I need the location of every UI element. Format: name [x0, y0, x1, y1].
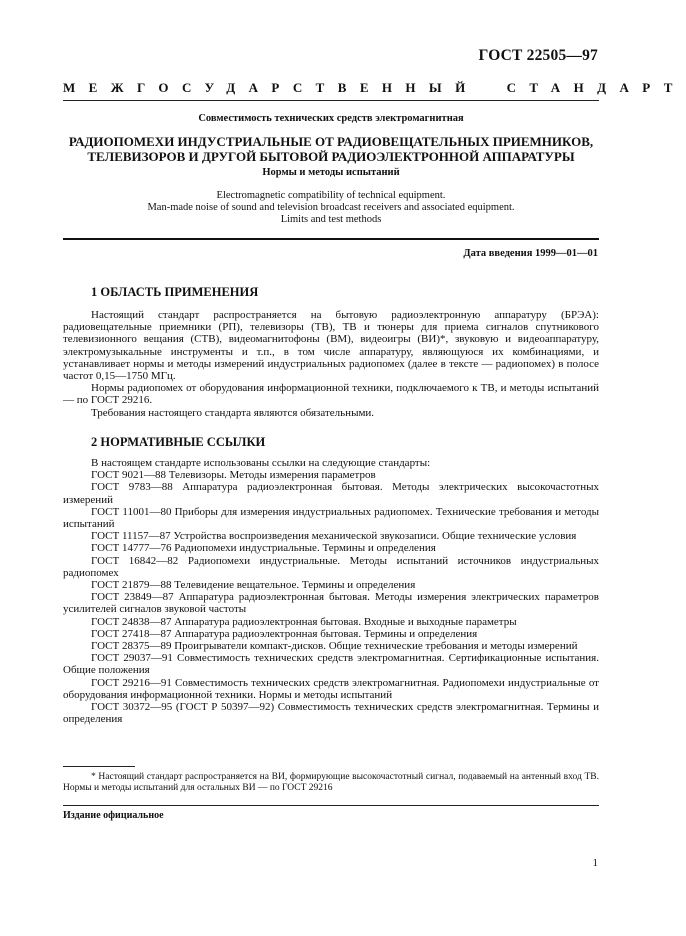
reference-item: ГОСТ 9021—88 Телевизоры. Методы измерения параметров	[91, 469, 376, 482]
standard-type-heading	[63, 80, 686, 96]
english-title-line-1: Electromagnetic compatibility of technical equipment.	[216, 190, 446, 201]
paragraph: Настоящий стандарт распространяется на бытовую радиоэлектронную аппаратуру (БРЭА): радиовещательные приемники (РП), телевизоры (ТВ), ТВ и тюнеры для приема сигналов спутникового телевизионного вещания (СТВ), видеомагнитофоны (ВМ), видеоигры (ВИ)*, звуковую и видеоаппаратуру, электромузыкальные инструменты и т.п., в том числе аппаратуру, являющуюся их комбинациями, и устанавливает нормы и методы измерений индустриальных радиопомех (далее в тексте — радиопомех) в полосе частот 0,15—1750 МГц.	[63, 309, 599, 383]
english-title	[63, 190, 599, 226]
reference-item: ГОСТ 28375—89 Проигрыватели компакт-дисков. Общие технические требования и методы измерений	[91, 640, 578, 653]
reference-item: ГОСТ 29037—91 Совместимость технических средств электромагнитная. Сертификационные испытания. Общие положения	[63, 652, 599, 677]
introduction-date: Дата введения 1999—01—01	[463, 248, 598, 259]
reference-item: ГОСТ 9783—88 Аппаратура радиоэлектронная бытовая. Методы электрических высокочастотных измерений	[63, 481, 599, 506]
english-title-line-2: Man-made noise of sound and television broadcast receivers and associated equipment.	[147, 202, 515, 213]
top-divider	[63, 100, 599, 101]
reference-item: ГОСТ 27418—87 Аппаратура радиоэлектронная бытовая. Термины и определения	[91, 627, 478, 640]
footnote-divider	[63, 766, 135, 767]
footnote: * Настоящий стандарт распространяется на ВИ, формирующие высокочастотный сигнал, подаваемый на антенный вход ТВ. Нормы и методы испытаний для остальных ВИ — по ГОСТ 29216	[63, 772, 599, 793]
reference-item: ГОСТ 14777—76 Радиопомехи индустриальные. Термины и определения	[91, 542, 436, 555]
page-number: 1	[592, 857, 598, 869]
document-title	[63, 134, 599, 164]
section-1-heading: 1 ОБЛАСТЬ ПРИМЕНЕНИЯ	[91, 285, 259, 299]
reference-item: ГОСТ 11001—80 Приборы для измерения индустриальных радиопомех. Технические требования и методы испытаний	[63, 505, 599, 531]
section-2-body	[63, 457, 599, 725]
reference-item: ГОСТ 30372—95 (ГОСТ Р 50397—92) Совместимость технических средств электромагнитная. Термины и определения	[63, 701, 599, 726]
bottom-divider	[63, 805, 599, 806]
document-title-line-2: ТЕЛЕВИЗОРОВ И ДРУГОЙ БЫТОВОЙ РАДИОЭЛЕКТРОННОЙ АППАРАТУРЫ	[87, 149, 575, 164]
reference-item: ГОСТ 16842—82 Радиопомехи индустриальные. Методы испытаний источников индустриальных радиопомех	[63, 554, 599, 579]
reference-item: ГОСТ 21879—88 Телевидение вещательное. Термины и определения	[91, 579, 416, 592]
section-2-heading: 2 НОРМАТИВНЫЕ ССЫЛКИ	[91, 435, 266, 449]
section-1-body	[63, 309, 599, 419]
gost-number: ГОСТ 22505—97	[478, 47, 598, 64]
reference-item: ГОСТ 23849—87 Аппаратура радиоэлектронная бытовая. Методы измерения электрических параметров усилителей сигналов звуковой частоты	[63, 591, 599, 616]
reference-item: ГОСТ 24838—87 Аппаратура радиоэлектронная бытовая. Входные и выходные параметры	[91, 615, 517, 628]
standard-type-word-standard: СТАНДАРТ	[506, 80, 686, 95]
edition-label: Издание официальное	[63, 810, 164, 821]
english-title-line-3: Limits and test methods	[280, 214, 382, 225]
reference-item: ГОСТ 11157—87 Устройства воспроизведения механической звукозаписи. Общие технические условия	[91, 530, 577, 543]
paragraph: Нормы радиопомех от оборудования информационной техники, подключаемого к ТВ, и методы испытаний — по ГОСТ 29216.	[63, 382, 599, 407]
reference-item: ГОСТ 29216—91 Совместимость технических средств электромагнитная. Радиопомехи индустриальные от оборудования информационной техники. Нормы и методы испытаний	[63, 676, 599, 701]
paragraph: Требования настоящего стандарта являются обязательными.	[91, 406, 375, 419]
standard-type-word-interstate: МЕЖГОСУДАРСТВЕННЫЙ	[63, 80, 479, 95]
document-title-line-1: РАДИОПОМЕХИ ИНДУСТРИАЛЬНЫЕ ОТ РАДИОВЕЩАТЕЛЬНЫХ ПРИЕМНИКОВ,	[68, 134, 594, 149]
document-subtitle: Нормы и методы испытаний	[262, 167, 400, 178]
document-topic: Совместимость технических средств электромагнитная	[198, 113, 464, 124]
paragraph: В настоящем стандарте использованы ссылки на следующие стандарты:	[91, 457, 431, 469]
title-divider	[63, 238, 599, 240]
